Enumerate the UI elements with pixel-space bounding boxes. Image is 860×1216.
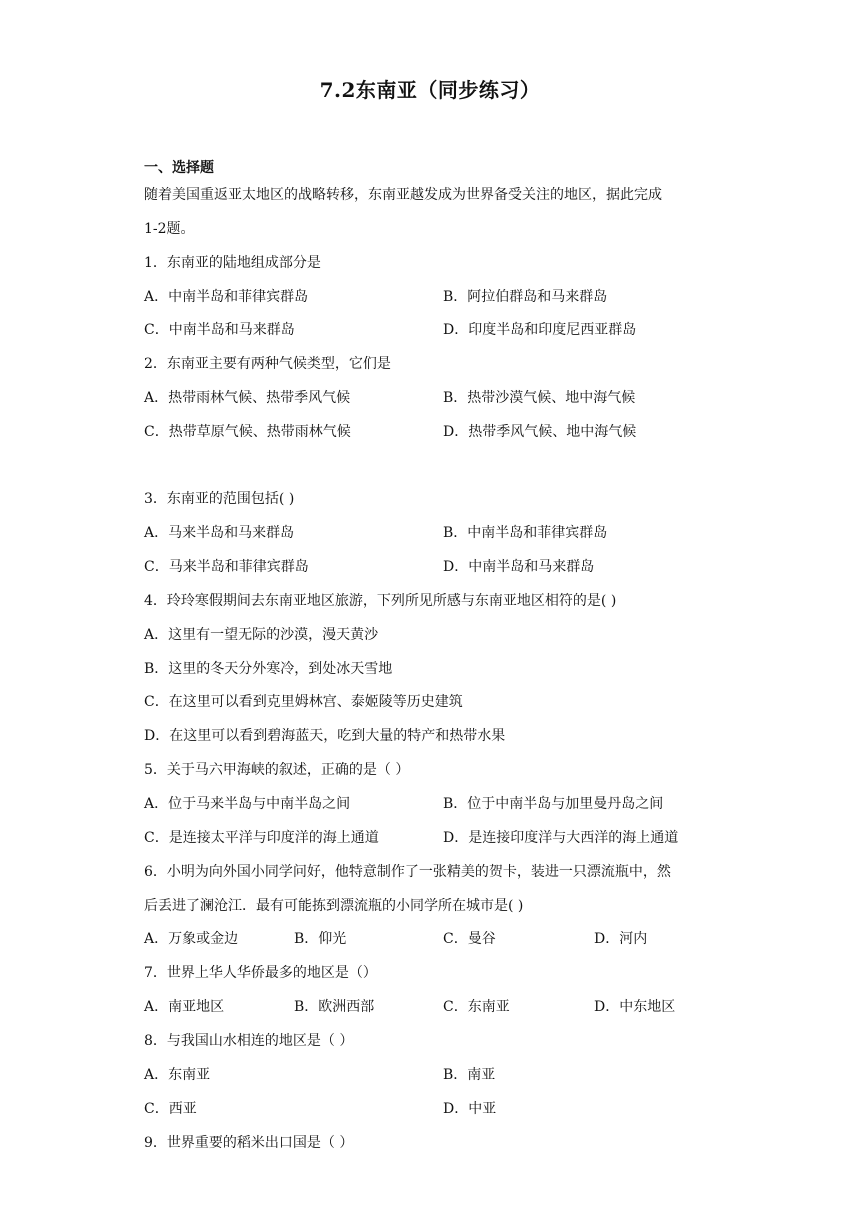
q2-option-c: C．热带草原气候、热带雨林气候 bbox=[144, 424, 351, 440]
q3-option-d: D．中南半岛和马来群岛 bbox=[443, 559, 595, 575]
question-4-stem: 4．玲玲寒假期间去东南亚地区旅游，下列所见所感与东南亚地区相符的是( ) bbox=[144, 593, 617, 609]
question-7-stem: 7．世界上华人华侨最多的地区是（） bbox=[144, 965, 377, 981]
q4-option-d: D．在这里可以看到碧海蓝天，吃到大量的特产和热带水果 bbox=[144, 728, 506, 744]
q7-option-a: A．南亚地区 bbox=[144, 999, 225, 1015]
q1-option-a: A．中南半岛和菲律宾群岛 bbox=[144, 289, 309, 305]
q2-option-b: B．热带沙漠气候、地中海气候 bbox=[443, 390, 636, 406]
q5-option-c: C．是连接太平洋与印度洋的海上通道 bbox=[144, 830, 379, 846]
q5-option-b: B．位于中南半岛与加里曼丹岛之间 bbox=[443, 796, 664, 812]
q8-option-c: C．西亚 bbox=[144, 1101, 197, 1117]
q2-option-d: D．热带季风气候、地中海气候 bbox=[443, 424, 637, 440]
q1-option-b: B．阿拉伯群岛和马来群岛 bbox=[443, 289, 608, 305]
q3-option-c: C．马来半岛和菲律宾群岛 bbox=[144, 559, 309, 575]
q4-option-b: B．这里的冬天分外寒冷，到处冰天雪地 bbox=[144, 661, 393, 677]
q6-option-d: D．河内 bbox=[594, 931, 648, 947]
q4-option-a: A．这里有一望无际的沙漠，漫天黄沙 bbox=[144, 627, 379, 643]
q6-option-c: C．曼谷 bbox=[443, 931, 496, 947]
q8-option-a: A．东南亚 bbox=[144, 1067, 211, 1083]
q7-option-d: D．中东地区 bbox=[594, 999, 676, 1015]
q7-option-b: B．欧洲西部 bbox=[294, 999, 375, 1015]
section-heading: 一、选择题 bbox=[144, 160, 214, 176]
q1-option-d: D．印度半岛和印度尼西亚群岛 bbox=[443, 322, 637, 338]
q8-option-d: D．中亚 bbox=[443, 1101, 497, 1117]
q5-option-a: A．位于马来半岛与中南半岛之间 bbox=[144, 796, 351, 812]
intro-line-2: 1-2题。 bbox=[144, 221, 195, 237]
question-3-stem: 3．东南亚的范围包括( ) bbox=[144, 491, 295, 507]
q7-option-c: C．东南亚 bbox=[443, 999, 510, 1015]
q6-option-a: A．万象或金边 bbox=[144, 931, 239, 947]
question-5-stem: 5．关于马六甲海峡的叙述，正确的是（ ） bbox=[144, 762, 410, 778]
question-8-stem: 8．与我国山水相连的地区是（ ） bbox=[144, 1033, 354, 1049]
q3-option-a: A．马来半岛和马来群岛 bbox=[144, 525, 295, 541]
q2-option-a: A．热带雨林气候、热带季风气候 bbox=[144, 390, 351, 406]
q8-option-b: B．南亚 bbox=[443, 1067, 496, 1083]
q3-option-b: B．中南半岛和菲律宾群岛 bbox=[443, 525, 608, 541]
question-1-stem: 1．东南亚的陆地组成部分是 bbox=[144, 255, 321, 271]
question-6-stem-line-2: 后丢进了澜沧江．最有可能拣到漂流瓶的小同学所在城市是( ) bbox=[144, 898, 524, 914]
q6-option-b: B．仰光 bbox=[294, 931, 347, 947]
intro-line-1: 随着美国重返亚太地区的战略转移，东南亚越发成为世界备受关注的地区，据此完成 bbox=[144, 187, 662, 203]
page-title: 7.2东南亚（同步练习） bbox=[319, 78, 541, 102]
question-9-stem: 9．世界重要的稻米出口国是（ ） bbox=[144, 1135, 354, 1151]
question-2-stem: 2．东南亚主要有两种气候类型，它们是 bbox=[144, 356, 391, 372]
q5-option-d: D．是连接印度洋与大西洋的海上通道 bbox=[443, 830, 679, 846]
question-6-stem-line-1: 6．小明为向外国小同学问好，他特意制作了一张精美的贺卡，装进一只漂流瓶中，然 bbox=[144, 864, 671, 880]
q1-option-c: C．中南半岛和马来群岛 bbox=[144, 322, 295, 338]
q4-option-c: C．在这里可以看到克里姆林宫、泰姬陵等历史建筑 bbox=[144, 694, 463, 710]
